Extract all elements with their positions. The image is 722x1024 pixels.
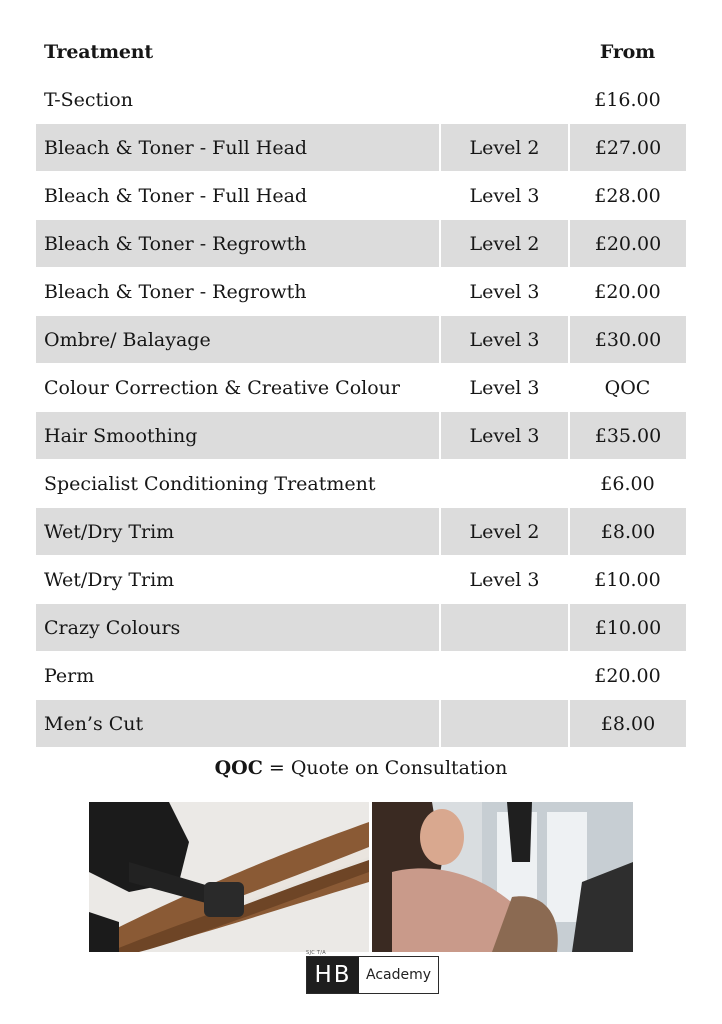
level-cell (440, 604, 569, 652)
table-row (36, 460, 686, 508)
level-cell: Level 3 (469, 376, 540, 399)
treatment-column-header: Treatment (44, 40, 153, 63)
qoc-legend (0, 757, 722, 779)
level-cell: Level 2 (440, 124, 569, 172)
table-row (36, 556, 686, 604)
price-cell: £27.00 (569, 124, 686, 172)
price-cell: £10.00 (569, 604, 686, 652)
treatment-cell: Bleach & Toner - Full Head (44, 184, 308, 207)
table-row (36, 508, 686, 556)
level-cell: Level 3 (469, 184, 540, 207)
level-cell (440, 460, 569, 508)
price-cell: £30.00 (569, 316, 686, 364)
table-header-row (36, 28, 686, 76)
price-cell: £8.00 (569, 700, 686, 748)
from-column-header: From (599, 40, 656, 63)
treatment-cell: Colour Correction & Creative Colour (44, 376, 400, 399)
treatment-cell: Specialist Conditioning Treatment (44, 472, 376, 495)
level-column-header (440, 28, 569, 76)
price-cell: £20.00 (569, 220, 686, 268)
qoc-definition: = Quote on Consultation (262, 757, 508, 779)
price-cell: £8.00 (569, 508, 686, 556)
table-row (36, 76, 686, 124)
level-cell: Level 3 (469, 568, 540, 591)
level-cell: Level 3 (469, 280, 540, 303)
table-row (36, 652, 686, 700)
table-row (36, 412, 686, 460)
treatment-cell: Wet/Dry Trim (36, 508, 440, 556)
table-row (36, 604, 686, 652)
treatment-cell: Ombre/ Balayage (36, 316, 440, 364)
logo-mark: HB (307, 957, 359, 993)
qoc-abbreviation: QOC (214, 757, 263, 779)
price-cell: £28.00 (594, 184, 661, 207)
price-list-table (36, 28, 686, 748)
price-cell: £20.00 (594, 664, 661, 687)
price-cell: QOC (604, 376, 651, 399)
price-cell: £6.00 (600, 472, 655, 495)
logo-box (306, 956, 439, 994)
hair-bleach-brush-photo (89, 802, 369, 952)
hairdresser-blow-dry-photo (372, 802, 633, 952)
hb-academy-logo (306, 950, 439, 994)
table-row (36, 700, 686, 748)
treatment-cell: Bleach & Toner - Regrowth (44, 280, 307, 303)
price-cell: £35.00 (569, 412, 686, 460)
treatment-cell: Crazy Colours (36, 604, 440, 652)
treatment-cell: Wet/Dry Trim (44, 568, 175, 591)
level-cell: Level 3 (440, 412, 569, 460)
treatment-cell: T-Section (44, 88, 133, 111)
treatment-cell: Hair Smoothing (36, 412, 440, 460)
table-row (36, 172, 686, 220)
logo-word: Academy (365, 967, 432, 983)
treatment-cell: Bleach & Toner - Full Head (36, 124, 440, 172)
treatment-cell: Men’s Cut (36, 700, 440, 748)
level-cell (440, 700, 569, 748)
level-cell (440, 76, 569, 124)
price-cell: £10.00 (594, 568, 661, 591)
logo-small-text: SJC T/A (306, 950, 326, 956)
table-row (36, 220, 686, 268)
price-cell: £20.00 (594, 280, 661, 303)
treatment-cell: Perm (44, 664, 95, 687)
blow-dry-image (372, 802, 633, 952)
table-row (36, 316, 686, 364)
table-row (36, 268, 686, 316)
treatment-cell: Bleach & Toner - Regrowth (36, 220, 440, 268)
level-cell: Level 2 (440, 508, 569, 556)
level-cell: Level 2 (440, 220, 569, 268)
hair-bleach-image (89, 802, 369, 952)
level-cell (440, 652, 569, 700)
level-cell: Level 3 (440, 316, 569, 364)
table-row (36, 364, 686, 412)
price-cell: £16.00 (594, 88, 661, 111)
table-row (36, 124, 686, 172)
